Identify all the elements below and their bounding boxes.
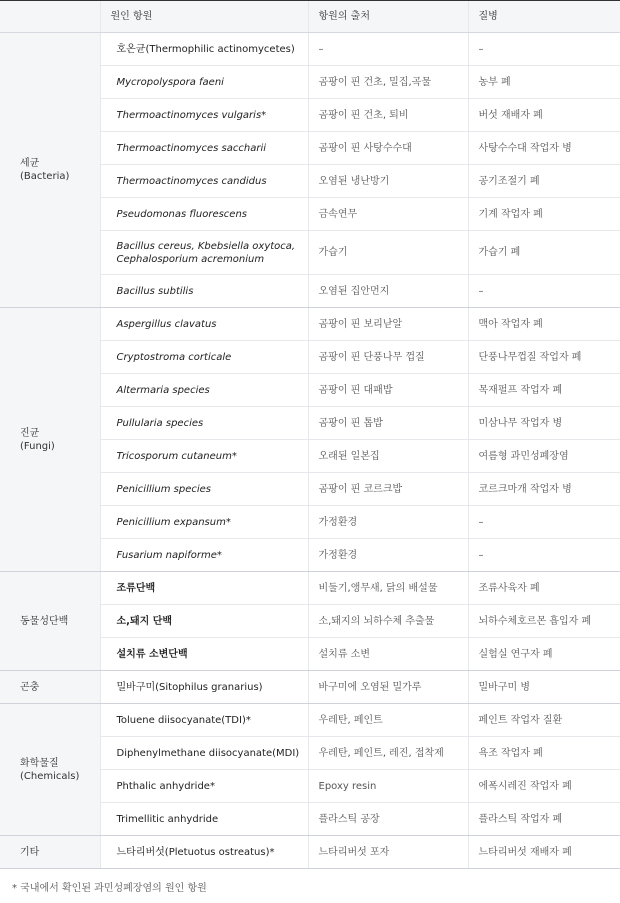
source-cell: 오염된 집안먼지 [308, 275, 468, 308]
source-cell: 비둘기,앵무새, 닭의 배설물 [308, 572, 468, 605]
source-cell: 우레탄, 페인트, 레진, 접착제 [308, 737, 468, 770]
footnote: * 국내에서 확인된 과민성폐장염의 원인 항원 [12, 883, 207, 894]
antigen-cell: 조류단백 [100, 572, 308, 605]
disease-cell: 단풍나무껍질 작업자 폐 [468, 341, 620, 374]
disease-cell: 가습기 폐 [468, 231, 620, 275]
source-cell: 오래된 일본집 [308, 440, 468, 473]
antigen-cell: 설치류 소변단백 [100, 638, 308, 671]
header-category [0, 1, 100, 33]
disease-cell: 플라스틱 작업자 폐 [468, 803, 620, 836]
antigen-cell: Aspergillus clavatus [100, 308, 308, 341]
disease-cell: – [468, 33, 620, 66]
source-cell: 곰팡이 핀 사탕수수대 [308, 132, 468, 165]
disease-cell: 목재펄프 작업자 폐 [468, 374, 620, 407]
source-cell: 플라스틱 공장 [308, 803, 468, 836]
disease-cell: 페인트 작업자 질환 [468, 704, 620, 737]
source-cell: 가습기 [308, 231, 468, 275]
disease-cell: 조류사육자 폐 [468, 572, 620, 605]
antigen-cell: Thermoactinomyces candidus [100, 165, 308, 198]
antigen-cell: Trimellitic anhydride [100, 803, 308, 836]
source-cell: Epoxy resin [308, 770, 468, 803]
source-cell: – [308, 33, 468, 66]
table-row [0, 704, 620, 737]
antigen-cell: 느타리버섯(Pletuotus ostreatus)* [100, 836, 308, 869]
disease-cell: 공기조절기 폐 [468, 165, 620, 198]
disease-cell: 버섯 재배자 폐 [468, 99, 620, 132]
source-cell: 설치류 소변 [308, 638, 468, 671]
disease-cell: – [468, 275, 620, 308]
header-source: 항원의 출처 [308, 1, 468, 33]
disease-cell: 욕조 작업자 폐 [468, 737, 620, 770]
disease-cell: 기계 작업자 폐 [468, 198, 620, 231]
source-cell: 곰팡이 핀 대패밥 [308, 374, 468, 407]
source-cell: 곰팡이 핀 단풍나무 껍질 [308, 341, 468, 374]
source-cell: 소,돼지의 뇌하수체 추출물 [308, 605, 468, 638]
category-cell: 세균 (Bacteria) [0, 33, 100, 308]
antigen-cell: Fusarium napiforme* [100, 539, 308, 572]
header-disease: 질병 [468, 1, 620, 33]
source-cell: 바구미에 오염된 밀가루 [308, 671, 468, 704]
disease-cell: 맥아 작업자 폐 [468, 308, 620, 341]
category-cell: 진균 (Fungi) [0, 308, 100, 572]
table-row [0, 33, 620, 66]
antigen-cell: 소,돼지 단백 [100, 605, 308, 638]
disease-cell: – [468, 506, 620, 539]
table-body [0, 33, 620, 869]
category-cell: 기타 [0, 836, 100, 869]
table-row [0, 308, 620, 341]
table-row [0, 836, 620, 869]
antigen-cell: Thermoactinomyces vulgaris* [100, 99, 308, 132]
table-header-row [0, 1, 620, 33]
category-cell: 동물성단백 [0, 572, 100, 671]
disease-cell: 사탕수수대 작업자 병 [468, 132, 620, 165]
antigen-cell: Thermoactinomyces saccharii [100, 132, 308, 165]
disease-cell: 코르크마개 작업자 병 [468, 473, 620, 506]
antigen-cell: Pullularia species [100, 407, 308, 440]
antigen-cell: Diphenylmethane diisocyanate(MDI) [100, 737, 308, 770]
source-cell: 우레탄, 페인트 [308, 704, 468, 737]
disease-cell: 뇌하수체호르몬 흡입자 폐 [468, 605, 620, 638]
antigen-cell: Cryptostroma corticale [100, 341, 308, 374]
disease-cell: 밀바구미 병 [468, 671, 620, 704]
source-cell: 곰팡이 핀 코르크밥 [308, 473, 468, 506]
disease-cell: 여름형 과민성폐장염 [468, 440, 620, 473]
antigen-cell: Penicillium expansum* [100, 506, 308, 539]
antigen-cell: Toluene diisocyanate(TDI)* [100, 704, 308, 737]
source-cell: 곰팡이 핀 톱밥 [308, 407, 468, 440]
disease-cell: 미삼나무 작업자 병 [468, 407, 620, 440]
source-cell: 금속연무 [308, 198, 468, 231]
source-cell: 오염된 냉난방기 [308, 165, 468, 198]
table-row [0, 671, 620, 704]
table-row [0, 572, 620, 605]
disease-cell: 느타리버섯 재배자 폐 [468, 836, 620, 869]
source-cell: 곰팡이 핀 건초, 퇴비 [308, 99, 468, 132]
antigen-cell: Bacillus cereus, Kbebsiella oxytoca, Cephalosporium acremonium [100, 231, 308, 275]
source-cell: 가정환경 [308, 539, 468, 572]
antigen-cell: 호온균(Thermophilic actinomycetes) [100, 33, 308, 66]
antigen-cell: Penicillium species [100, 473, 308, 506]
source-cell: 곰팡이 핀 보리낟알 [308, 308, 468, 341]
source-cell: 곰팡이 핀 건초, 밀집,곡물 [308, 66, 468, 99]
source-cell: 느타리버섯 포자 [308, 836, 468, 869]
antigen-cell: Altermaria species [100, 374, 308, 407]
antigen-cell: Pseudomonas fluorescens [100, 198, 308, 231]
antigen-cell: Tricosporum cutaneum* [100, 440, 308, 473]
disease-cell: – [468, 539, 620, 572]
antigen-cell: Mycropolyspora faeni [100, 66, 308, 99]
disease-cell: 에폭시레진 작업자 폐 [468, 770, 620, 803]
antigen-cell: Phthalic anhydride* [100, 770, 308, 803]
header-antigen: 원인 항원 [100, 1, 308, 33]
source-cell: 가정환경 [308, 506, 468, 539]
category-cell: 화학물질 (Chemicals) [0, 704, 100, 836]
antigen-cell: 밀바구미(Sitophilus granarius) [100, 671, 308, 704]
disease-cell: 실험실 연구자 폐 [468, 638, 620, 671]
disease-cell: 농부 폐 [468, 66, 620, 99]
antigen-cell: Bacillus subtilis [100, 275, 308, 308]
category-cell: 곤충 [0, 671, 100, 704]
